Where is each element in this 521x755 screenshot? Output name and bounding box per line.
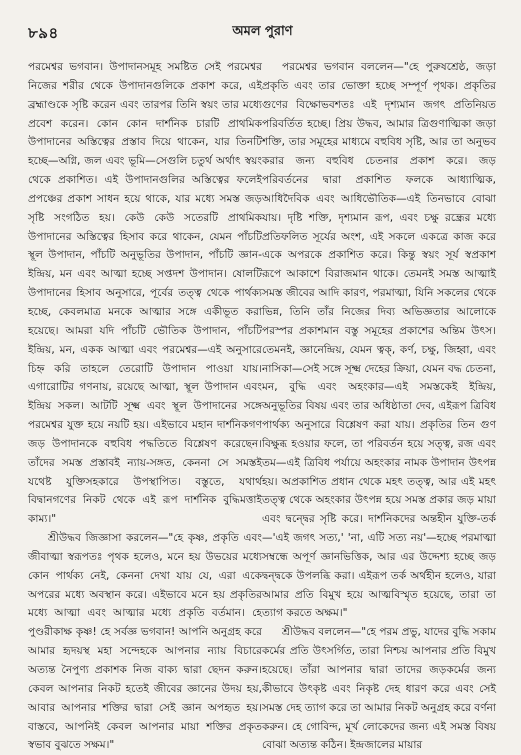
page-number: ৮৯৪ [28, 24, 59, 42]
left-column [28, 58, 262, 752]
paragraph: পরমেশ্বর ভগবান বললেন—"হে পুরুষশ্রেষ্ঠ, জড়া প্রকৃতি এবং তার ভোক্তা হচ্ছে সম্পূর্ণ পৃথক। প্রকৃতির গুণের বিক্ষোভবশতঃ এই দৃশ্যমান জগৎ প্রতিনিয়ত পরিবর্তিত হচ্ছে। প্রিয় উদ্ধব, আমার ত্রিগুণাত্মিকা জড়া শক্তি, তার সমূহের মাধ্যমে বহুবিধ সৃষ্টি, আর তা অনুভব করার জন্য বহুবিধ চেতনার প্রকাশ করে। জড় পরিবর্তনের দ্বারা প্রকাশিত ফলকে আধ্যাত্মিক, আধিদৈবিক এবং আধিভৌতিক—এই তিনভাবে বোঝা যায়। দৃষ্টি শক্তি, দৃশ্যমান রূপ, এবং চক্ষু রন্ধ্রের মধ্যে প্রতিফলিত সূর্যের অংশ, এই সকলে একত্রে কাজ করে একে অপরকে প্রকাশিত করে। কিন্তু স্বয়ং সূর্য স্বপ্রকাশ রূপে আকাশে বিরাজমান থাকে। তেমনই সমস্ত আত্মাই সমস্ত জীবের আদি কারণ, পরমাত্মা, যিনি সকলের থেকে ভিন্ন, তিনি তাঁর নিজের দিব্য অভিজ্ঞতার আলোকে পরস্পর প্রকাশমান বস্তু সমূহের প্রকাশের অন্তিম উৎস। তেমনই, জ্ঞানেন্দ্রিয়, যেমন ত্বক্‌, কর্ণ, চক্ষু, জিহ্বা, এবং নাসিকা—সেই সঙ্গে সূক্ষ্ম দেহের ক্রিয়া, যেমন বদ্ধ চেতনা, মন, বুদ্ধি এবং অহংকার—এই সমস্তকেই ইন্দ্রিয়, অনুভূতির বিষয় এবং তার অধিষ্ঠাতা দেব, এইরূপ ত্রিবিধ পার্থক্য অনুসারে বিশ্লেষণ করা যায়। প্রকৃতির তিন গুণ বিক্ষুব্ধ হওয়ার ফলে, তা পরিবর্তন হয়ে সত্ত্ব, রজ এবং তম—এই ত্রিবিধ পর্যায়ে অহংকার নামক উপাদান উৎপন্ন হয়। অপ্রকাশিত প্রধান থেকে মহৎ তত্ত্ব, আর এই মহৎ তত্ত্ব থেকে অহংকার উৎপন্ন হয়ে সমস্ত প্রকার জড় মায়া এবং দ্বন্দ্বের সৃষ্টি করে। দার্শনিকদের অন্তহীন যুক্তি-তর্ক—'এই জগৎ সত্য,' 'না, এটি সত্য নয়'—হচ্ছে পরমাত্মা সম্বন্ধে অপূর্ণ জ্ঞানভিত্তিক, আর এর উদ্দেশ্য হচ্ছে জড় দ্বন্দ্বকে উপলব্ধি করা। এইরূপ তর্ক অর্থহীন হলেও, যারা আমার প্রতি বিমুখ হয়ে আত্মবিস্মৃত হয়েছে, তারা তা ত্যাগ করতে অক্ষম।" [262, 61, 496, 620]
paragraph: পরমেশ্বর ভগবান। উপাদানসমূহ সমষ্টিত সেই পরমেশ্বর নিজের শরীর থেকে উপাদানগুলিকে প্রকাশ করে, এই ব্রহ্মাণ্ডকে সৃষ্টি করেন এবং তারপর তিনি স্বয়ং তার মধ্যে প্রবেশ করেন। কোন কোন দার্শনিক চারটি প্রাথমিক উপাদানের অস্তিত্বের প্রস্তাব দিয়ে থাকেন, যার তিনটি হচ্ছে—অগ্নি, জল এবং ভূমি—সেগুলি চতুর্থ অর্থাৎ স্বয়ং থেকে প্রকাশিত। এই উপাদানগুলির অস্তিত্বের ফলেই প্রপঞ্চের প্রকাশ সাধন হয়ে থাকে, যার মধ্যে সমস্ত জড় সৃষ্টি সংগঠিত হয়। কেউ কেউ সতেরটি প্রাথমিক উপাদানের অস্তিত্বের হিসাব করে থাকেন, যেমন পাঁচটি স্থূল উপাদান, পাঁচটি অনুভূতির উপাদান, পাঁচটি জ্ঞান-ইন্দ্রিয়, মন এবং আত্মা হচ্ছে সপ্তদশ উপাদান। ষোলটি উপাদানের হিসাব অনুসারে, পূর্বের তত্ত্ব থেকে পার্থক্য হচ্ছে, কেবলমাত্র মনকে আত্মার সঙ্গে একীভূত করা হয়েছে। আমরা যদি পাঁচটি ভৌতিক উপাদান, পাঁচটি ইন্দ্রিয়, মন, একক আত্মা এবং পরমেশ্বর—এই অনুসারে চিহ্ন করি তাহলে তেরোটি উপাদান পাওয়া যায়। এগারোটির গণনায়, রয়েছে আত্মা, স্থূল উপাদান এবং ইন্দ্রিয় সকল। আটটি সূক্ষ্ম এবং স্থূল উপাদানের সঙ্গে পরমেশ্বর যুক্ত হয়ে নয়টি হয়। এইভাবে মহান দার্শনিকগণ জড় উপাদানকে বহুবিধ পদ্ধতিতে বিশ্লেষণ করেছেন। তাঁদের সমস্ত প্রস্তাবই ন্যায়-সঙ্গত, কেননা সে সমস্তই যথেষ্ট যুক্তিসহকারে উপস্থাপিত। বস্তুতে, যথার্থ বিদ্বানগণের নিকট থেকে এই রূপ দার্শনিক বুদ্ধিমত্তাই কাম্য।" [28, 61, 262, 526]
page-header [28, 22, 497, 44]
running-title: অমল পুরাণ [232, 24, 293, 39]
paragraph: শ্রীউদ্ধব বললেন—"হে পরম প্রভু, যাদের বুদ্ধি সকাম কর্মের প্রতি উৎসর্গিত, তারা নিশ্চয় আপনার প্রতি বিমুখ হয়েছে। তাঁরা আপনার দ্বারা তাদের জড়কর্মের জন্য কীভাবে উৎকৃষ্ট এবং নিকৃষ্ট দেহ ধারণ করে এবং সেই সমস্ত দেহ ত্যাগ করে তা আমার নিকট অনুগ্রহ করে বর্ণনা করুন। হে গোবিন্দ, মূর্খ লোকেদের জন্য এই সমস্ত বিষয় বোঝা অত্যন্ত কঠিন। ইন্দ্রজালের মায়ার [262, 626, 496, 752]
paragraph: শ্রীউদ্ধব জিজ্ঞাসা করলেন—"হে কৃষ্ণ, প্রকৃতি এবং জীবাত্মা স্বরূপতঃ পৃথক হলেও, মনে হয় উভয়ের মধ্যে কোন পার্থক্য নেই, কেননা দেখা যায় যে, এরা একে অপরের মধ্যে অবস্থান করে। এইভাবে মনে হয় প্রকৃতির মধ্যে আত্মা এবং আত্মার মধ্যে প্রকৃতি বর্তমান। হে পুণ্ডরীকাক্ষ কৃষ্ণ! হে সর্বজ্ঞ ভগবান! আপনি অনুগ্রহ করে আমার হৃদয়স্থ মহা সন্দেহকে আপনার ন্যায় বিচারে অত্যন্ত নৈপুণ্য প্রকাশক নিজ বাক্য দ্বারা ছেদন করুন। কেবল আপনার নিকট হতেই জীবের জ্ঞানের উদয় হয়, আবার আপনার শক্তির দ্বারা সেই জ্ঞান অপহৃত হয়। বাস্তবে, আপনিই কেবল আপনার মায়া শক্তির প্রকৃত স্বভাব বুঝতে সক্ষম।" [28, 532, 262, 752]
right-column [262, 58, 496, 752]
